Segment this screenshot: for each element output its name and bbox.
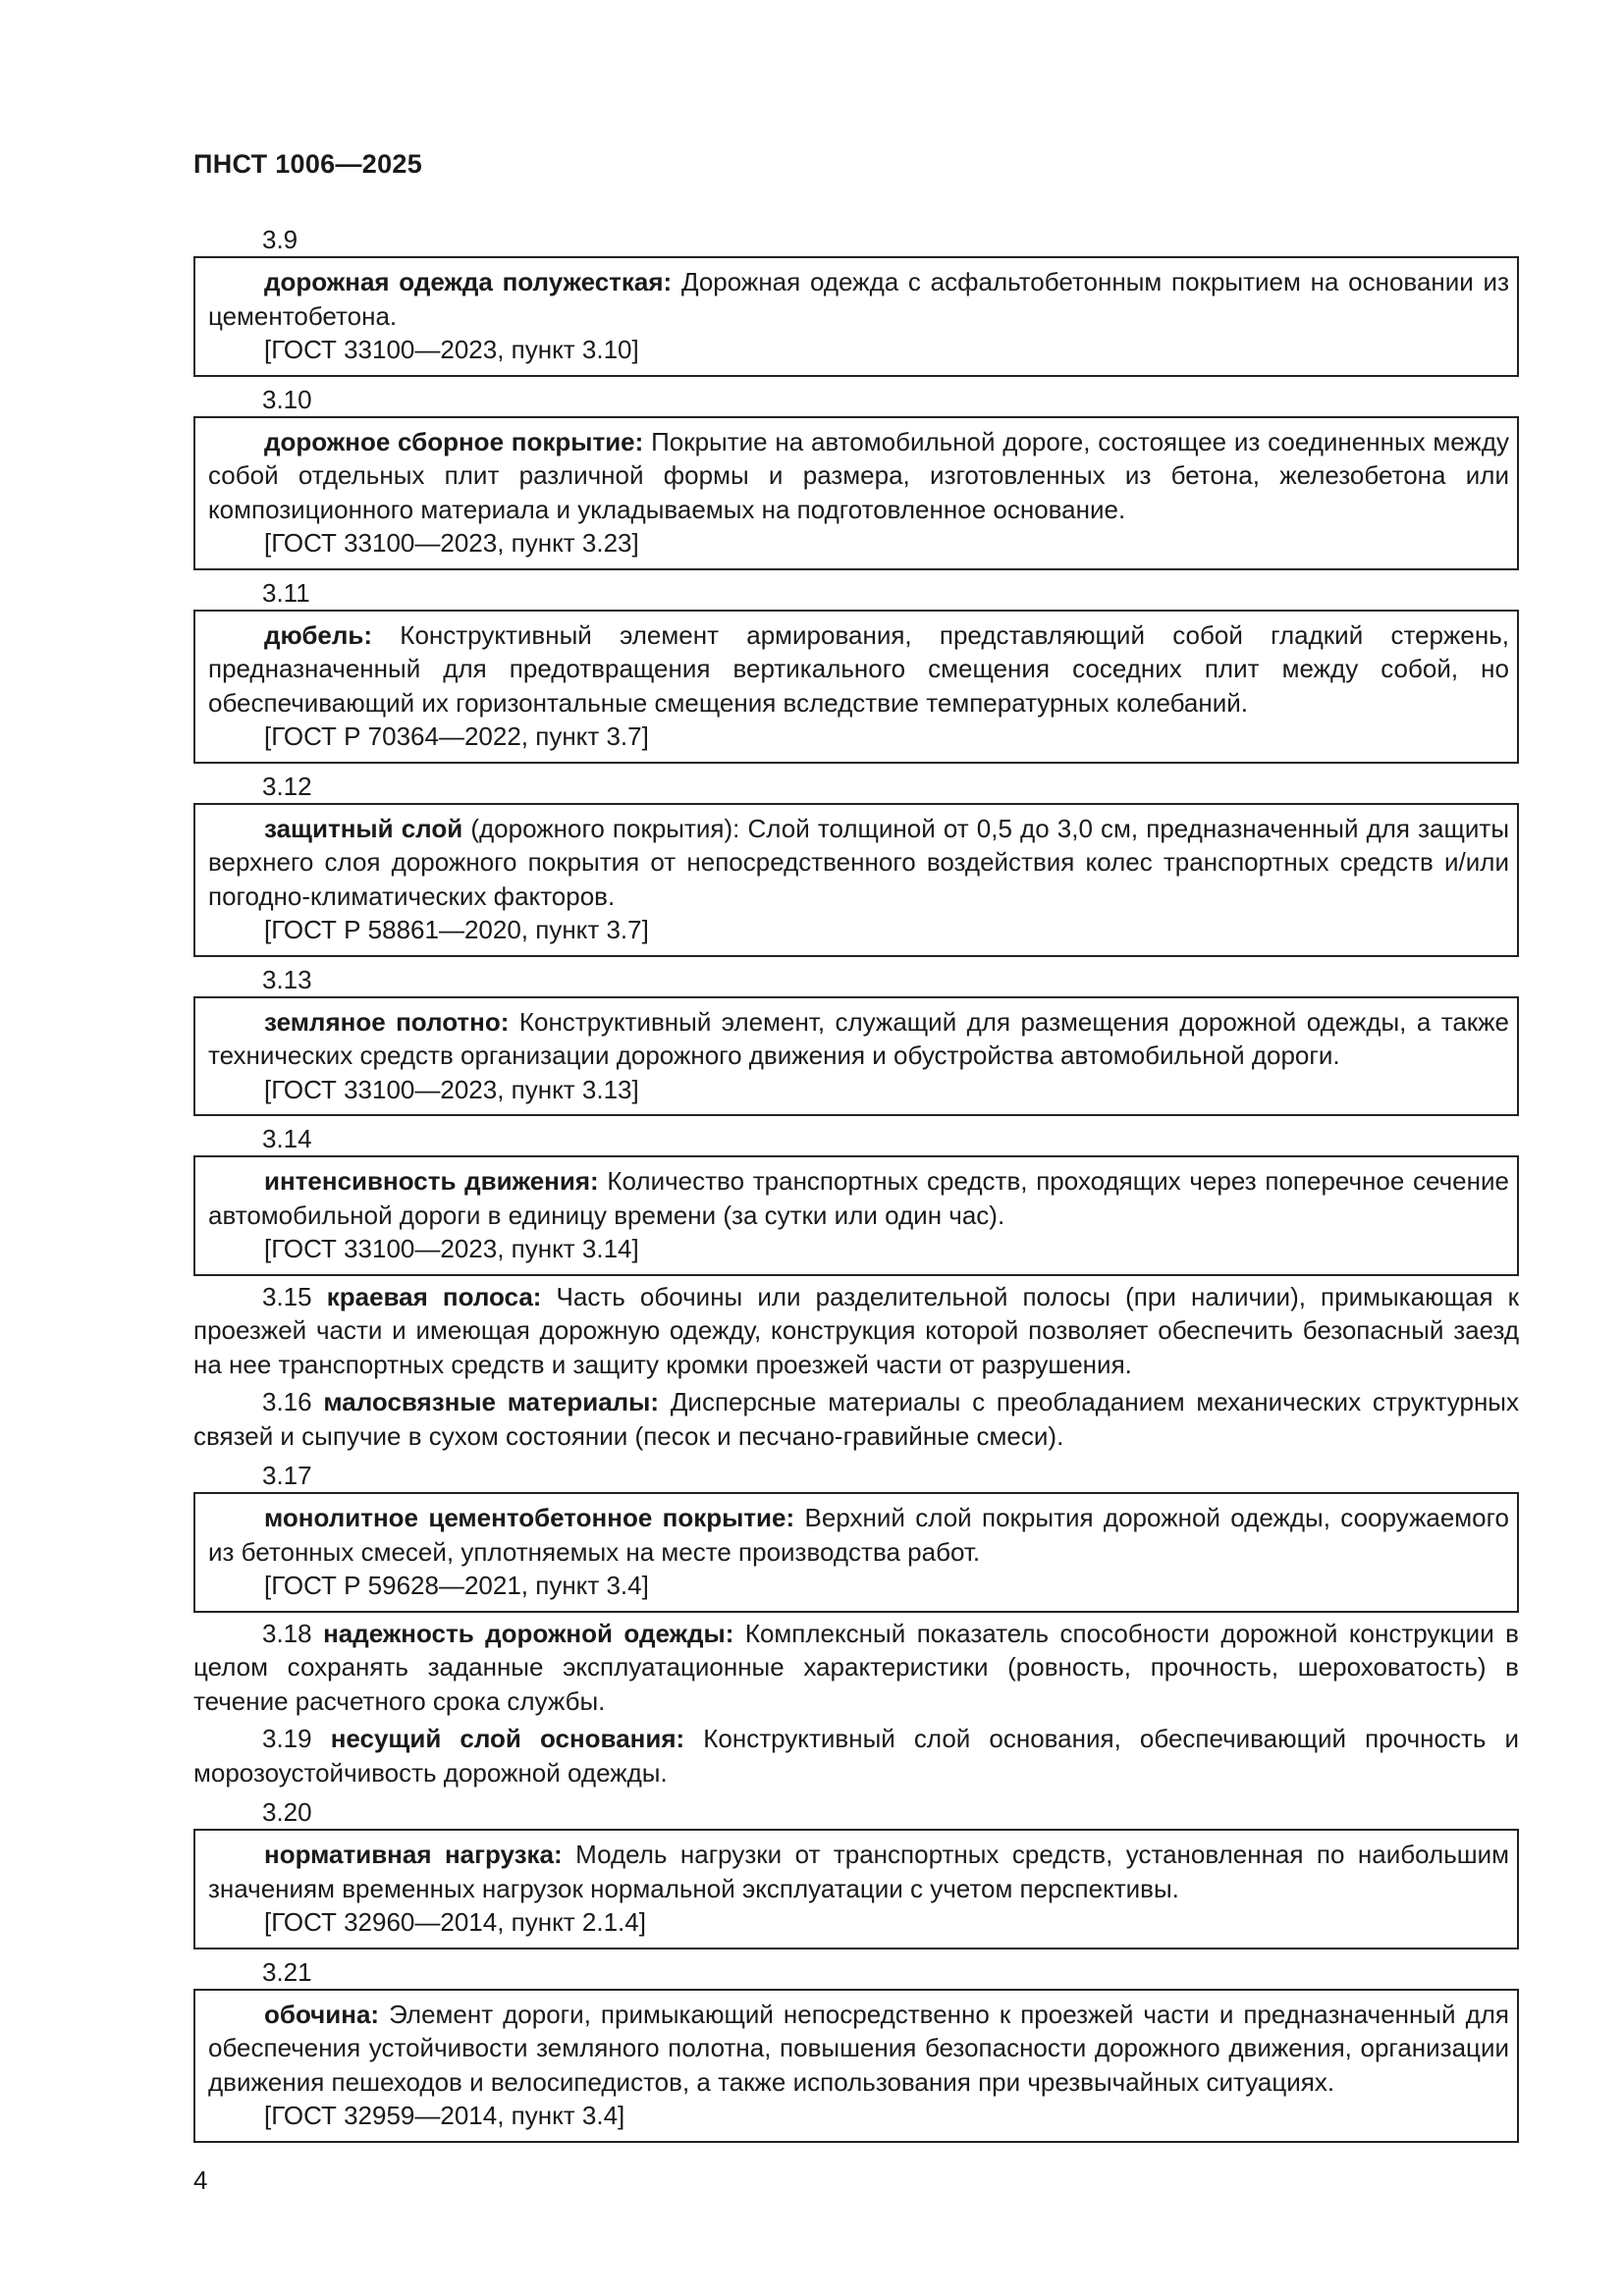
term-title: краевая полоса: — [326, 1281, 542, 1311]
term-title: надежность дорожной одежды: — [323, 1618, 734, 1648]
term-source: [ГОСТ 33100—2023, пункт 3.10] — [264, 335, 639, 364]
term-definition: Слой толщиной от 0,5 до 3,0 см, предназначенный для защиты верхнего слоя дорожного покрытия от непосредственного воздействия колес транспортных средств и/или погодно-климатических факторов. — [208, 813, 1510, 911]
term-title: несущий слой основания: — [330, 1724, 685, 1753]
term-paragraph — [193, 1385, 1519, 1453]
term-source: [ГОСТ 32959—2014, пункт 3.4] — [264, 2101, 625, 2130]
term-title: дюбель: — [264, 619, 373, 650]
term-source: [ГОСТ Р 70364—2022, пункт 3.7] — [264, 721, 649, 751]
term-definition-box — [193, 996, 1519, 1117]
term-definition-box — [193, 610, 1519, 764]
term-source: [ГОСТ 32960—2014, пункт 2.1.4] — [264, 1907, 646, 1937]
term-number: 3.18 — [262, 1618, 312, 1648]
term-definition: Конструктивный слой основания, обеспечивающий прочность и морозоустойчивость дорожной одежды. — [193, 1724, 1519, 1788]
term-number: 3.20 — [262, 1797, 312, 1827]
term-definition: Покрытие на автомобильной дороге, состоящее из соединенных между собой отдельных плит различной формы и размера, изготовленных из бетона, железобетона или композиционного материала и укладываемых на подготовленное основание. — [208, 426, 1509, 524]
term-definition: Элемент дороги, примыкающий непосредственно к проезжей части и предназначенный для обеспечения устойчивости земляного полотна, повышения безопасности дорожного движения, организации движения пешеходов и велосипедистов, а также использования при чрезвычайных ситуациях. — [208, 1999, 1509, 2097]
terms-list — [193, 221, 1519, 2147]
term-number: 3.11 — [262, 577, 310, 608]
term-definition: Модель нагрузки от транспортных средств, установленная по наибольшим значениям временных нагрузок нормальной эксплуатации с учетом перспективы. — [208, 1840, 1509, 1903]
term-definition: Конструктивный элемент, служащий для размещения дорожной одежды, а также технических средств организации дорожного движения и обустройства автомобильной дороги. — [208, 1006, 1510, 1070]
term-paragraph — [193, 1722, 1519, 1789]
term-title: малосвязные материалы: — [323, 1387, 660, 1416]
term-title: дорожная одежда полужесткая: — [264, 267, 673, 296]
term-definition: Часть обочины или разделительной полосы (при наличии), примыкающая к проезжей части и имеющая дорожную одежду, конструкция которой позволяет обеспечить безопасный заезд на нее транспортных средств и защиту кромки проезжей части от разрушения. — [193, 1281, 1519, 1379]
term-definition-box — [193, 416, 1519, 570]
term-definition-box — [193, 1829, 1519, 1949]
term-qualifier: (дорожного покрытия): — [462, 813, 740, 843]
term-source: [ГОСТ 33100—2023, пункт 3.13] — [264, 1074, 639, 1104]
term-definition-box — [193, 1492, 1519, 1613]
term-paragraph — [193, 1280, 1519, 1382]
term-source: [ГОСТ Р 58861—2020, пункт 3.7] — [264, 915, 649, 944]
term-definition: Конструктивный элемент армирования, представляющий собой гладкий стержень, предназначенный для предотвращения вертикального смещения соседних плит между собой, но обеспечивающий их горизонтальные смещения вследствие температурных колебаний. — [208, 619, 1509, 718]
term-definition-box — [193, 803, 1519, 957]
term-number: 3.10 — [262, 384, 312, 414]
term-number: 3.12 — [262, 771, 312, 801]
page-number: 4 — [193, 2165, 208, 2195]
term-number: 3.16 — [262, 1387, 312, 1416]
term-definition: Комплексный показатель способности дорожной конструкции в целом сохранять заданные эксплуатационные характеристики (ровность, прочность, шероховатость) в течение расчетного срока службы. — [193, 1618, 1519, 1716]
term-definition-box — [193, 1155, 1519, 1276]
term-definition: Дорожная одежда с асфальтобетонным покрытием на основании из цементобетона. — [208, 267, 1509, 331]
term-title: обочина: — [264, 1999, 380, 2029]
term-definition: Верхний слой покрытия дорожной одежды, сооружаемого из бетонных смесей, уплотняемых на месте производства работ. — [208, 1503, 1509, 1567]
term-title: интенсивность движения: — [264, 1166, 599, 1196]
term-title: земляное полотно: — [264, 1006, 510, 1037]
term-number: 3.21 — [262, 1956, 312, 1987]
term-number: 3.17 — [262, 1461, 312, 1490]
term-number: 3.19 — [262, 1724, 312, 1753]
term-title: нормативная нагрузка: — [264, 1840, 563, 1869]
term-title: защитный слой — [264, 813, 463, 843]
term-number: 3.14 — [262, 1124, 312, 1153]
term-number: 3.13 — [262, 964, 312, 994]
term-source: [ГОСТ 33100—2023, пункт 3.14] — [264, 1234, 639, 1263]
term-source: [ГОСТ Р 59628—2021, пункт 3.4] — [264, 1571, 649, 1600]
term-number: 3.15 — [262, 1281, 312, 1311]
term-definition-box — [193, 256, 1519, 377]
term-definition: Дисперсные материалы с преобладанием механических структурных связей и сыпучие в сухом состоянии (песок и песчано-гравийные смеси). — [193, 1387, 1519, 1451]
term-title: монолитное цементобетонное покрытие: — [264, 1503, 795, 1532]
term-number: 3.9 — [262, 225, 298, 254]
term-source: [ГОСТ 33100—2023, пункт 3.23] — [264, 528, 639, 558]
document-code: ПНСТ 1006—2025 — [193, 149, 423, 179]
term-title: дорожное сборное покрытие: — [264, 426, 644, 456]
term-definition-box — [193, 1989, 1519, 2143]
term-paragraph — [193, 1617, 1519, 1719]
term-definition: Количество транспортных средств, проходящих через поперечное сечение автомобильной дороги в единицу времени (за сутки или один час). — [208, 1166, 1509, 1230]
